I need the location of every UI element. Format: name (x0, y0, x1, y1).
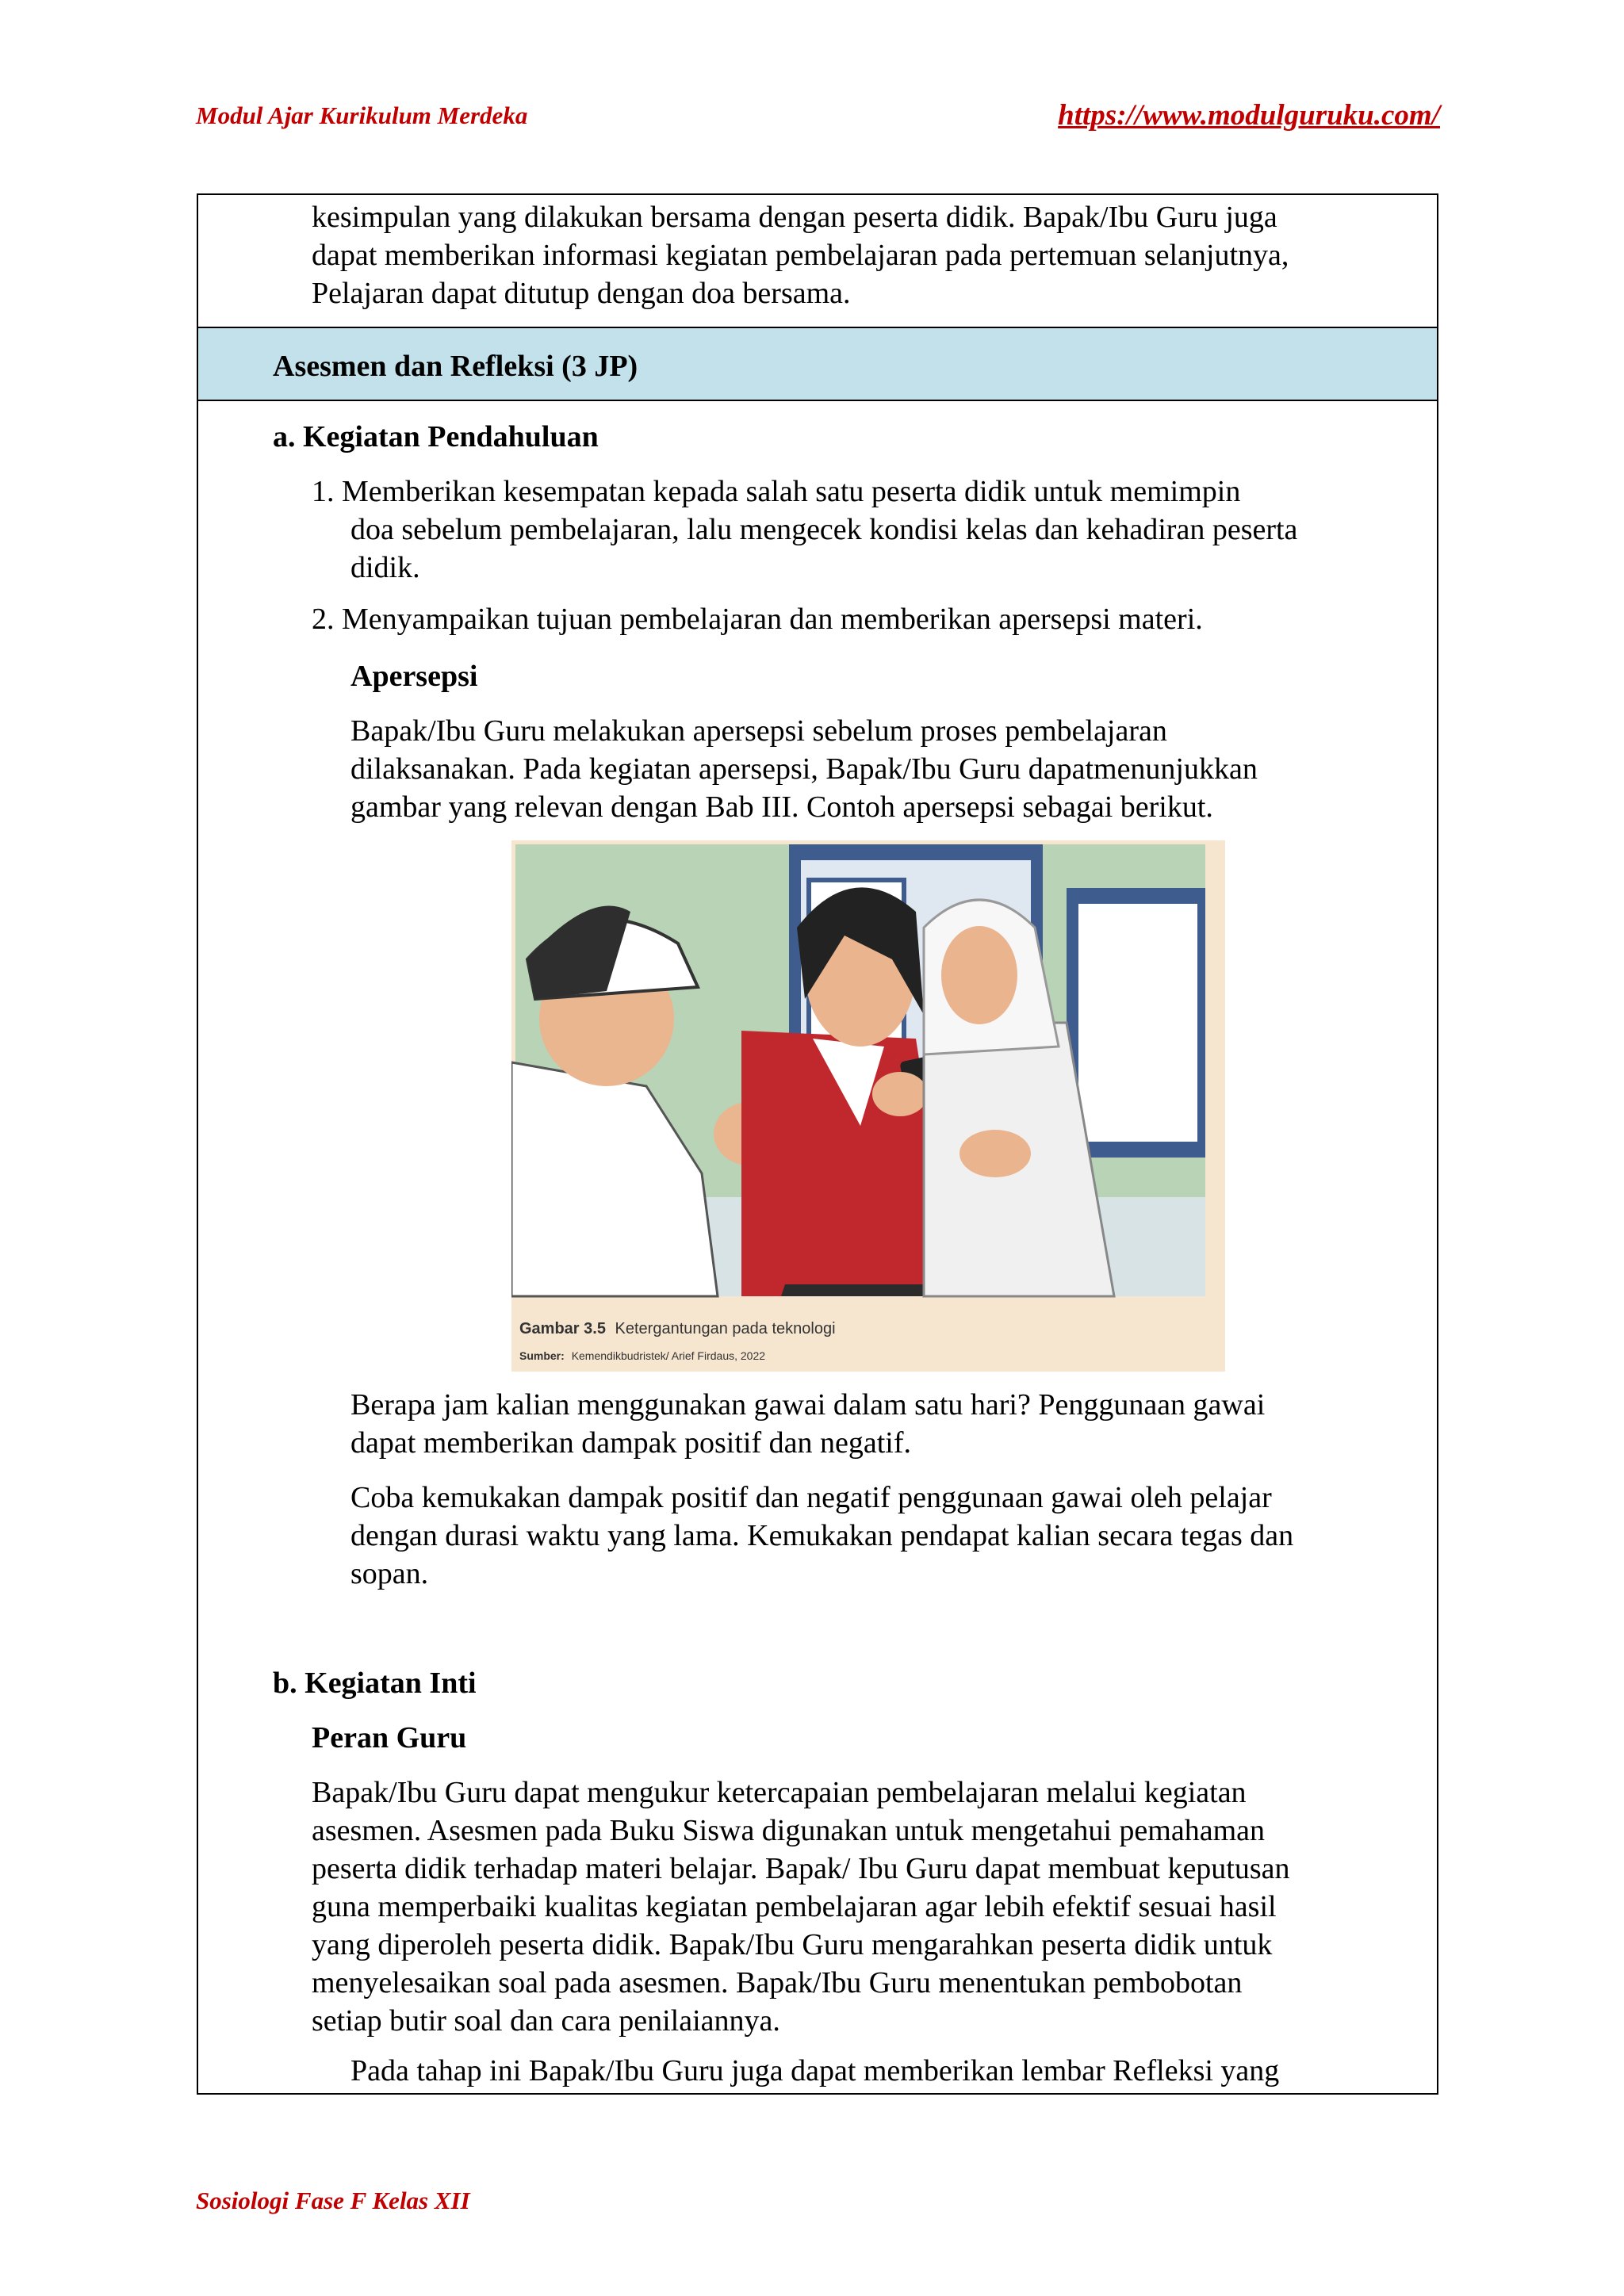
svg-text:Gambar 3.5 Ketergantunga (519, 1320, 836, 1337)
peran-guru-text: Bapak/Ibu Guru dapat mengukur ketercapaian pembelajaran melalui kegiatan asesmen. Asesmen pada Buku Siswa digunakan untuk mengetahui pemahaman peserta didik terhadap materi belajar. Bapak/ Ibu Guru dapat membuat keputusan guna memperbaiki kualitas kegiatan pembelajaran agar lebih efektif sesuai hasil yang diperoleh peserta didik. Bapak/Ibu Guru mengarahkan peserta didik untuk menyelesaikan soal pada asesmen. Bapak/Ibu Guru menentukan pembobotan setiap butir soal dan cara penilaiannya. (312, 1776, 1290, 2038)
question-2: Coba kemukakan dampak positif dan negatif penggunaan gawai oleh pelajar dengan durasi waktu yang lama. Kemukakan pendapat kalian secara tegas dan sopan. (350, 1481, 1294, 1590)
list-item-2: 2. Menyampaikan tujuan pembelajaran dan memberikan apersepsi materi. (312, 603, 1203, 636)
conclusion-text: kesimpulan yang dilakukan bersama dengan peserta didik. Bapak/Ibu Guru juga dapat memberikan informasi kegiatan pembelajaran pada pertemuan selanjutnya, Pelajaran dapat ditutup dengan doa bersama. (312, 201, 1289, 310)
svg-text:Sumber: Kemendikbudriste (519, 1349, 765, 1362)
list-item-1: 1. Memberikan kesempatan kepada salah satu peserta didik untuk memimpin doa sebelum pembelajaran, lalu mengecek kondisi kelas dan kehadiran peserta didik. (312, 475, 1298, 584)
section-title: Asesmen dan Refleksi (3 JP) (273, 350, 638, 383)
footer-title: Sosiologi Fase F Kelas XII (196, 2187, 470, 2214)
header-link[interactable]: https://www.modulguruku.com/ (1058, 99, 1440, 132)
figure-source-label: Sumber: (519, 1349, 565, 1362)
apersepsi-heading: Apersepsi (350, 660, 478, 693)
header-title: Modul Ajar Kurikulum Merdeka (196, 101, 528, 129)
students-using-phones-illustration (511, 840, 1225, 1372)
figure-illustration (511, 840, 1225, 1372)
pendahuluan-heading: a. Kegiatan Pendahuluan (273, 420, 599, 453)
figure-caption-text: Ketergantungan pada teknologi (615, 1320, 836, 1337)
figure-source-text: Kemendikbudristek/ Arief Firdaus, 2022 (571, 1349, 766, 1362)
apersepsi-text: Bapak/Ibu Guru melakukan apersepsi sebelum proses pembelajaran dilaksanakan. Pada kegiatan apersepsi, Bapak/Ibu Guru dapatmenunjukkan gambar yang relevan dengan Bab III. Contoh apersepsi sebagai berikut. (350, 714, 1258, 824)
inti-heading: b. Kegiatan Inti (273, 1667, 477, 1700)
reflection-text: Pada tahap ini Bapak/Ibu Guru juga dapat memberikan lembar Refleksi yang (350, 2054, 1280, 2087)
peran-guru-heading: Peran Guru (312, 1721, 467, 1755)
question-1: Berapa jam kalian menggunakan gawai dalam satu hari? Penggunaan gawai dapat memberikan dampak positif dan negatif. (350, 1388, 1266, 1460)
figure-caption-label: Gambar 3.5 (519, 1320, 606, 1337)
